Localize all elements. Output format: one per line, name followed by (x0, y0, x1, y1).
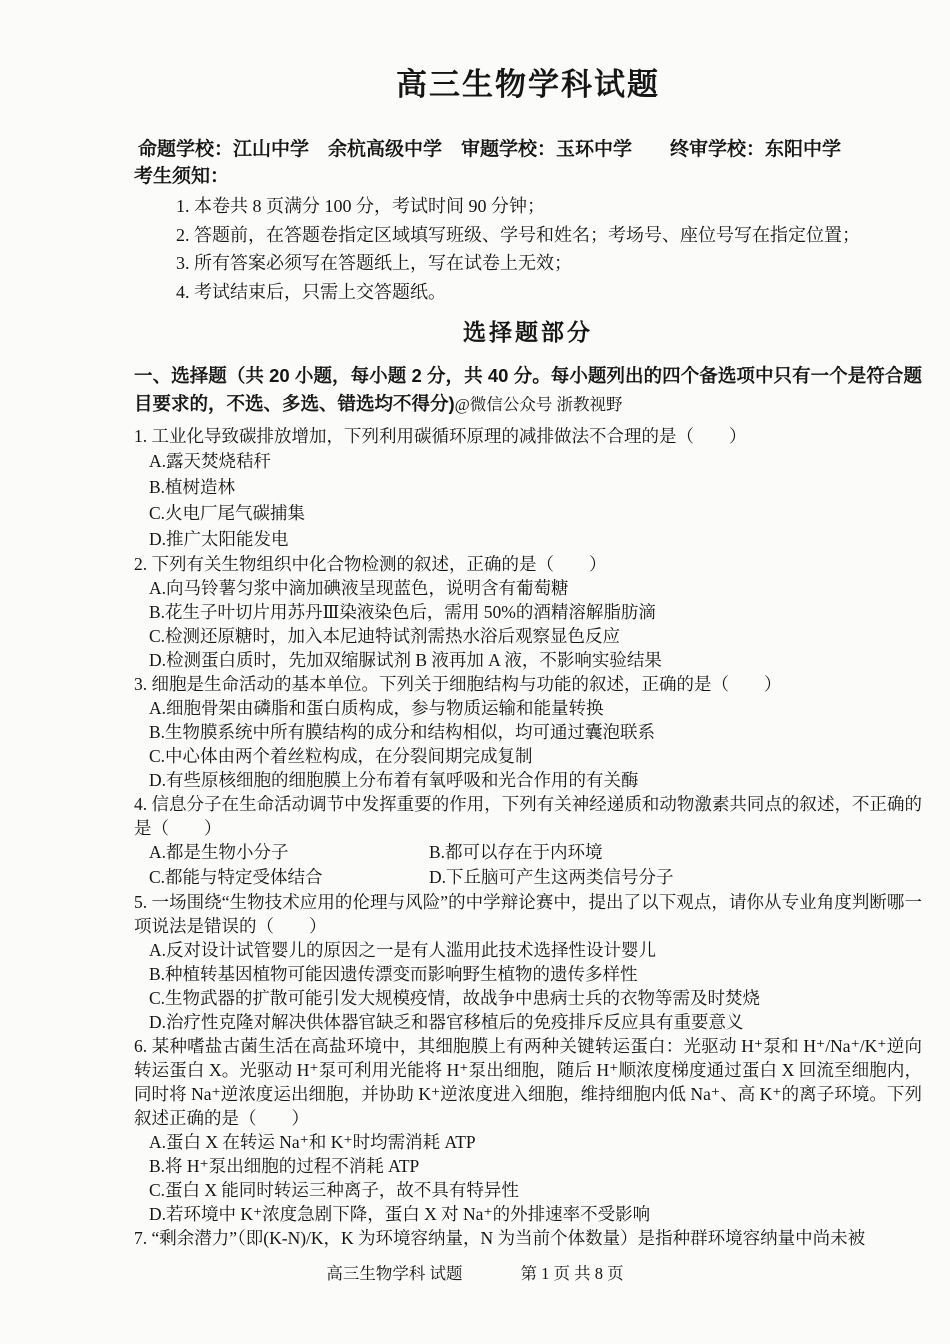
question-6-option-c: C.蛋白 X 能同时转运三种离子，故不具有特异性 (149, 1180, 519, 1200)
notice-title: 考生须知： (134, 166, 230, 187)
question-6-option-b: B.将 H⁺泵出细胞的过程不消耗 ATP (149, 1156, 420, 1176)
notice-item-4: 4. 考试结束后，只需上交答题纸。 (176, 281, 446, 302)
page-footer (0, 1262, 950, 1286)
question-7-stem: 7. “剩余潜力”（即(K-N)/K，K 为环境容纳量，N 为当前个体数量）是指种群环境容纳量中尚未被 (134, 1228, 866, 1248)
question-5 (134, 890, 922, 1034)
question-6-stem: 6. 某种嗜盐古菌生活在高盐环境中，其细胞膜上有两种关键转运蛋白：光驱动 H⁺泵和 H⁺/Na⁺/K⁺逆向转运蛋白 X。光驱动 H⁺泵可利用光能将 H⁺泵出细胞，随后 H⁺顺浓度梯度通过蛋白 X 回流至细胞内，同时将 Na⁺逆浓度运出细胞，并协助 K⁺逆浓度进入细胞，维持细胞内低 Na⁺、高 K⁺的离子环境。下列叙述正确的是（ ） (134, 1036, 922, 1128)
question-2-stem: 2. 下列有关生物组织中化合物检测的叙述，正确的是（ ） (134, 554, 607, 574)
section-instruction (134, 362, 922, 419)
schools-line: 命题学校：江山中学 余杭高级中学 审题学校：玉环中学 终审学校：东阳中学 (138, 139, 842, 160)
notice-item-2: 2. 答题前，在答题卷指定区域填写班级、学号和姓名；考场号、座位号写在指定位置； (176, 224, 860, 245)
question-2-option-a: A.向马铃薯匀浆中滴加碘液呈现蓝色，说明含有葡萄糖 (149, 578, 569, 598)
question-3-stem: 3. 细胞是生命活动的基本单位。下列关于细胞结构与功能的叙述，正确的是（ ） (134, 674, 782, 694)
section-part-title: 选择题部分 (463, 319, 593, 345)
question-4 (134, 792, 922, 890)
question-3-option-d: D.有些原核细胞的细胞膜上分布着有氧呼吸和光合作用的有关酶 (149, 770, 639, 790)
question-4-option-a: A.都是生物小分子 (149, 842, 289, 862)
instruction-main: 一、选择题（共 20 小题，每小题 2 分，共 40 分。每小题列出的四个备选项中只有一个是符合题目要求的，不选、多选、错选均不得分) (134, 365, 922, 414)
question-5-option-d: D.治疗性克隆对解决供体器官缺乏和器官移植后的免疫排斥反应具有重要意义 (149, 1012, 744, 1032)
question-4-option-b: B.都可以存在于内环境 (429, 842, 603, 862)
question-3-options (134, 696, 922, 792)
question-6 (134, 1034, 922, 1226)
question-2-option-b: B.花生子叶切片用苏丹Ⅲ染液染色后，需用 50%的酒精溶解脂肪滴 (149, 602, 656, 622)
notice-item-1: 1. 本卷共 8 页满分 100 分，考试时间 90 分钟； (176, 196, 545, 216)
question-6-option-d: D.若环境中 K⁺浓度急剧下降，蛋白 X 对 Na⁺的外排速率不受影响 (149, 1204, 651, 1224)
question-5-option-b: B.种植转基因植物可能因遗传漂变而影响野生植物的遗传多样性 (149, 964, 638, 984)
footer-page-number: 第 1 页 共 8 页 (520, 1264, 624, 1283)
question-4-option-d: D.下丘脑可产生这两类信号分子 (429, 867, 674, 887)
instruction-watermark: @微信公众号 浙教视野 (454, 395, 623, 414)
question-5-options (134, 938, 922, 1034)
question-4-options (134, 840, 922, 890)
question-3 (134, 672, 922, 792)
question-6-options (134, 1130, 922, 1226)
question-2 (134, 552, 922, 672)
question-2-options (134, 576, 922, 672)
page-title: 高三生物学科试题 (396, 67, 660, 102)
question-6-option-a: A.蛋白 X 在转运 Na⁺和 K⁺时均需消耗 ATP (149, 1132, 476, 1152)
question-1-stem: 1. 工业化导致碳排放增加，下列利用碳循环原理的减排做法不合理的是（ ） (134, 426, 747, 446)
question-3-option-c: C.中心体由两个着丝粒构成，在分裂间期完成复制 (149, 746, 533, 766)
question-5-stem: 5. 一场围绕“生物技术应用的伦理与风险”的中学辩论赛中，提出了以下观点，请你从专业角度判断哪一项说法是错误的（ ） (134, 892, 922, 936)
notice-item-3: 3. 所有答案必须写在答题纸上，写在试卷上无效； (176, 253, 572, 273)
question-1-option-c: C.火电厂尾气碳捕集 (149, 503, 306, 523)
question-5-option-c: C.生物武器的扩散可能引发大规模疫情，故战争中患病士兵的衣物等需及时焚烧 (149, 988, 761, 1008)
question-3-option-a: A.细胞骨架由磷脂和蛋白质构成，参与物质运输和能量转换 (149, 698, 604, 718)
question-4-stem: 4. 信息分子在生命活动调节中发挥重要的作用，下列有关神经递质和动物激素共同点的叙述，不正确的是（ ） (134, 794, 922, 838)
question-2-option-d: D.检测蛋白质时，先加双缩脲试剂 B 液再加 A 液，不影响实验结果 (149, 650, 662, 670)
question-1-options (134, 448, 922, 552)
question-5-option-a: A.反对设计试管婴儿的原因之一是有人滥用此技术选择性设计婴儿 (149, 940, 657, 960)
question-4-option-c: C.都能与特定受体结合 (149, 867, 323, 887)
question-1-option-b: B.植树造林 (149, 477, 236, 497)
question-1-option-a: A.露天焚烧秸秆 (149, 451, 272, 471)
question-1 (134, 424, 922, 552)
question-2-option-c: C.检测还原糖时，加入本尼迪特试剂需热水浴后观察显色反应 (149, 626, 621, 646)
question-1-option-d: D.推广太阳能发电 (149, 529, 289, 549)
notice-list (134, 192, 922, 306)
footer-doc-label: 高三生物学科 试题 (326, 1264, 463, 1283)
question-3-option-b: B.生物膜系统中所有膜结构的成分和结构相似，均可通过囊泡联系 (149, 722, 656, 742)
question-7 (134, 1226, 922, 1250)
